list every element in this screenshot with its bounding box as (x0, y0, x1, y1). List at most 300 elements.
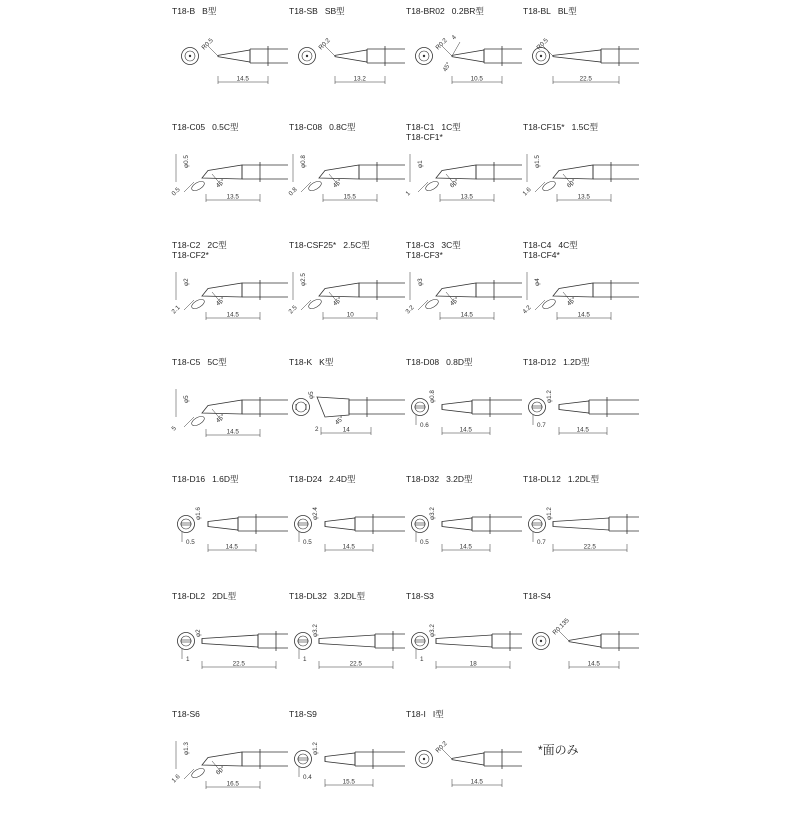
tip-type: 2DL型 (212, 591, 237, 601)
end-view (412, 516, 429, 533)
tip-model: T18-S3 (406, 591, 434, 601)
dimension-length (206, 194, 260, 203)
tip-cone (452, 753, 484, 765)
dimension-length (325, 544, 373, 553)
dimension-length (218, 76, 268, 85)
length-label: 14.5 (459, 543, 472, 551)
angle-label: 45° (333, 415, 346, 427)
length-label: 15.5 (343, 193, 356, 201)
tip-cell-t18-c1 (406, 122, 522, 232)
dimension-length (557, 312, 611, 321)
tip-model-variant: T18-CF3* (406, 250, 443, 260)
tip-type: SB型 (324, 6, 345, 16)
tip-cell-t18-dl2 (172, 591, 288, 701)
tip-cell-t18-s6 (172, 709, 288, 819)
diameter-label: φ5 (183, 395, 190, 403)
dimension-length (325, 779, 373, 788)
end-view (416, 751, 433, 768)
tip-model-variant: T18-CF4* (523, 250, 560, 260)
tip-model: T18-C2 (172, 240, 201, 250)
tip-shank (355, 749, 405, 769)
tip-drawing (289, 14, 405, 114)
angle-label: 45° (214, 178, 227, 190)
tip-type: 3C型 (441, 240, 461, 250)
edge-thickness-label: 0.5 (420, 539, 429, 546)
edge-thickness-label: 0.7 (537, 422, 546, 429)
tip-drawing (172, 14, 288, 114)
dimension-length (440, 312, 494, 321)
tip-bevel (202, 752, 242, 766)
tip-chisel (208, 518, 238, 530)
tip-model: T18-D32 (406, 474, 440, 484)
bevel-outline (202, 752, 242, 766)
tip-drawing (523, 130, 639, 230)
tip-shank (349, 397, 405, 417)
tip-type: 1.2DL型 (567, 474, 599, 484)
diameter-label: φ0.5 (183, 155, 190, 168)
chisel-outline (208, 518, 238, 530)
edge-thickness-label: 1 (186, 656, 190, 663)
end-view-dot (540, 55, 542, 57)
tip-shank (593, 162, 639, 182)
tip-cone (553, 50, 601, 62)
length-label: 14.5 (226, 428, 239, 436)
end-view-slot (181, 640, 191, 642)
length-label: 13.2 (353, 75, 366, 83)
end-view-inner-circle (181, 519, 191, 529)
chisel-outline (319, 635, 375, 647)
tip-shank (355, 514, 405, 534)
end-view-outer-circle (412, 399, 429, 416)
tip-cell-t18-sb (289, 6, 405, 116)
face-section (424, 179, 440, 192)
tip-cell-t18-bl (523, 6, 639, 116)
tip-shank (484, 749, 522, 769)
tip-type: 0.8C型 (329, 122, 356, 132)
tip-model: T18-S9 (289, 709, 317, 719)
dimension-length (321, 427, 371, 436)
tip-chisel (442, 401, 472, 413)
tip-model: T18-D16 (172, 474, 206, 484)
tip-cell-t18-c3 (406, 240, 522, 350)
dimension-length (452, 76, 502, 85)
tip-type: 1.5C型 (571, 122, 599, 132)
end-view-inner-circle (532, 519, 542, 529)
leader-line (184, 300, 194, 310)
tip-drawing (523, 365, 639, 465)
end-view-slot (532, 406, 542, 408)
length-label: 14.5 (459, 426, 472, 434)
tip-bevel (202, 283, 242, 297)
face-width-label: 3.2 (404, 304, 416, 316)
end-view-slot (415, 406, 425, 408)
end-view (295, 751, 312, 768)
diameter-label: φ2.5 (300, 273, 307, 286)
tip-cell-t18-d08 (406, 357, 522, 467)
diameter-label: φ1.5 (534, 155, 541, 168)
tip-model-variant: T18-CF2* (172, 250, 209, 260)
angle-label: 45° (448, 296, 461, 308)
tip-model: T18-I (406, 709, 426, 719)
face-width-label: 4.2 (521, 304, 533, 316)
dimension-length (553, 544, 627, 553)
tip-model: T18-C08 (289, 122, 323, 132)
radius-label: R0.2 (434, 740, 449, 755)
tip-shank (476, 280, 522, 300)
diameter-label: φ3.2 (429, 624, 436, 637)
length-label: 18 (469, 660, 477, 668)
tip-cell-t18-c4 (523, 240, 639, 350)
length-label: 14.5 (577, 311, 590, 319)
end-view-slot (298, 758, 308, 760)
end-view-dot (189, 55, 191, 57)
dimension-length (436, 661, 510, 670)
bevel-outline (436, 283, 476, 297)
angle-label: 45° (565, 296, 578, 308)
tip-cell-t18-c08 (289, 122, 405, 232)
end-view-slot (298, 640, 308, 642)
tip-chisel (202, 635, 258, 647)
tip-drawing (289, 482, 405, 582)
tip-shank (609, 514, 639, 534)
end-view-dot (423, 758, 425, 760)
face-section (424, 297, 440, 310)
tip-shank (242, 280, 288, 300)
tip-cell-t18-c05 (172, 122, 288, 232)
length-label: 10.5 (470, 75, 483, 83)
end-view-slot (532, 523, 542, 525)
tip-model: T18-DL2 (172, 591, 206, 601)
knife-blade (317, 397, 349, 417)
tip-cone (335, 50, 367, 62)
tip-drawing (406, 717, 522, 817)
tip-cell-t18-s4 (523, 591, 639, 701)
length-label: 22.5 (232, 660, 245, 668)
diameter-label: φ1 (417, 160, 424, 168)
leader-line (208, 46, 218, 56)
tip-cell-t18-d16 (172, 474, 288, 584)
end-view-inner-circle (532, 402, 542, 412)
angle-label: 45° (214, 413, 227, 425)
tip-shank (367, 46, 405, 66)
tip-drawing (406, 365, 522, 465)
tip-chisel (325, 518, 355, 530)
end-view-inner-circle (298, 519, 308, 529)
tip-drawing (406, 130, 522, 230)
angle-label: 45° (331, 178, 344, 190)
diameter-label: φ1.2 (546, 390, 553, 403)
cone-outline (218, 50, 250, 62)
end-view-inner-circle (415, 636, 425, 646)
tip-type: 3.2D型 (446, 474, 473, 484)
length-label: 16.5 (226, 780, 239, 788)
tip-cell-t18-d24 (289, 474, 405, 584)
tip-model: T18-K (289, 357, 313, 367)
dimension-length (553, 76, 619, 85)
tip-type: 3.2DL型 (333, 591, 365, 601)
blade-width-label: 2 (315, 426, 319, 433)
tip-model: T18-C1 (406, 122, 435, 132)
tip-shank (472, 514, 522, 534)
dimension-length (206, 781, 260, 790)
tip-chisel (442, 518, 472, 530)
dimension-length (569, 661, 619, 670)
tip-drawing (406, 599, 522, 699)
offset-label: 4 (450, 33, 458, 42)
tip-cell-t18-csf25 (289, 240, 405, 350)
end-view-dot (540, 640, 542, 642)
end-view (529, 399, 546, 416)
tip-drawing (289, 248, 405, 348)
length-label: 13.5 (577, 193, 590, 201)
chisel-outline (325, 753, 355, 765)
tip-cell-t18-d32 (406, 474, 522, 584)
tip-drawing (523, 14, 639, 114)
chisel-outline (553, 518, 609, 530)
face-width-label: 1 (404, 189, 412, 198)
face-width-label: 2.5 (287, 304, 299, 316)
tip-cell-t18-s3 (406, 591, 522, 701)
length-label: 14.5 (226, 311, 239, 319)
diameter-label: φ3 (417, 278, 424, 286)
chisel-outline (442, 401, 472, 413)
bevel-outline (553, 283, 593, 297)
tip-drawing (172, 599, 288, 699)
tip-chisel (319, 635, 375, 647)
dimension-length (206, 312, 260, 321)
end-view (178, 516, 195, 533)
tip-model: T18-C05 (172, 122, 206, 132)
end-view (416, 48, 433, 65)
tip-cell-t18-i (406, 709, 522, 819)
face-section (541, 297, 557, 310)
angle-label: 60° (214, 765, 227, 777)
tip-cone (452, 50, 484, 62)
tip-drawing (289, 717, 405, 817)
tip-model: T18-C3 (406, 240, 435, 250)
tip-type: 1.6D型 (212, 474, 239, 484)
dimension-length (440, 194, 494, 203)
tip-model: T18-SB (289, 6, 318, 16)
bevel-outline (202, 400, 242, 414)
dimension-length (208, 544, 256, 553)
tip-shank (601, 631, 639, 651)
tip-cell-t18-d12 (523, 357, 639, 467)
dimension-length (323, 312, 377, 321)
tip-model: T18-DL32 (289, 591, 327, 601)
tip-drawing (406, 14, 522, 114)
tip-shank (242, 397, 288, 417)
end-view-inner-circle (415, 519, 425, 529)
face-section (190, 766, 206, 779)
tip-bevel (436, 283, 476, 297)
edge-thickness-label: 1 (303, 656, 307, 663)
tip-model: T18-CF15* (523, 122, 565, 132)
tip-drawing (172, 717, 288, 817)
tip-cell-t18-dl12 (523, 474, 639, 584)
cone-outline (569, 635, 601, 647)
length-label: 14.5 (576, 426, 589, 434)
diameter-label: φ4 (534, 278, 541, 286)
tip-chisel (553, 518, 609, 530)
leader-line (535, 182, 545, 192)
tip-cell-t18-cf15 (523, 122, 639, 232)
tip-bevel (553, 165, 593, 179)
tip-shank (242, 162, 288, 182)
dimension-length (206, 429, 260, 438)
tip-model: T18-B (172, 6, 196, 16)
tip-type: 5C型 (207, 357, 227, 367)
radius-label: R0.135 (551, 617, 571, 637)
end-view-outer-circle (178, 633, 195, 650)
dimension-length (442, 544, 490, 553)
end-view (412, 399, 429, 416)
cone-outline (335, 50, 367, 62)
diameter-label: φ1.2 (312, 742, 319, 755)
end-view-inner-circle (415, 402, 425, 412)
dimension-length (202, 661, 276, 670)
tip-drawing (523, 248, 639, 348)
length-label: 10 (346, 311, 354, 319)
face-width-label: 5 (170, 424, 178, 433)
leader-line (559, 631, 569, 641)
end-view (529, 516, 546, 533)
end-view-inner-circle (298, 754, 308, 764)
tip-model: T18-BR02 (406, 6, 445, 16)
length-label: 14.5 (587, 660, 600, 668)
length-label: 15.5 (342, 778, 355, 786)
edge-thickness-label: 0.5 (186, 539, 195, 546)
tip-chisel (436, 635, 492, 647)
diameter-label: φ5 (308, 391, 315, 399)
dimension-length (557, 194, 611, 203)
dimension-length (319, 661, 393, 670)
tip-drawing (523, 482, 639, 582)
tip-shank (601, 46, 639, 66)
tip-drawing (172, 248, 288, 348)
leader-line (442, 46, 452, 56)
end-view-slot (415, 640, 425, 642)
edge-thickness-label: 1 (420, 656, 424, 663)
footnote: *面のみ (538, 743, 579, 757)
tip-drawing (523, 599, 639, 699)
radius-label: R0.5 (535, 37, 550, 52)
end-view-slot (415, 523, 425, 525)
end-view (293, 399, 310, 416)
leader-line (418, 300, 428, 310)
end-view-inner-circle (181, 636, 191, 646)
tip-shank (589, 397, 639, 417)
angle-label: 45° (214, 296, 227, 308)
end-view-inner-circle (296, 402, 306, 412)
face-width-label: 0.5 (170, 186, 182, 198)
tip-type: K型 (319, 357, 334, 367)
length-label: 14.5 (460, 311, 473, 319)
length-label: 14.5 (470, 778, 483, 786)
length-label: 14 (342, 426, 350, 434)
tip-model: T18-D12 (523, 357, 557, 367)
face-section (307, 297, 323, 310)
bevel-outline (202, 283, 242, 297)
chisel-outline (442, 518, 472, 530)
face-section (190, 297, 206, 310)
radius-label: R0.2 (317, 37, 332, 52)
leader-line (442, 749, 452, 759)
end-view-outer-circle (412, 633, 429, 650)
angle-label: 60° (565, 178, 578, 190)
end-view-slot (298, 523, 308, 525)
end-view-outer-circle (178, 516, 195, 533)
end-view (295, 633, 312, 650)
radius-label: R0.5 (200, 37, 215, 52)
diameter-label: φ2 (195, 629, 202, 637)
end-view (412, 633, 429, 650)
tip-bevel (553, 283, 593, 297)
tip-drawing (289, 365, 405, 465)
tip-model: T18-CSF25* (289, 240, 337, 250)
chisel-outline (559, 401, 589, 413)
tip-shank (258, 631, 288, 651)
bevel-outline (202, 165, 242, 179)
tip-model: T18-D24 (289, 474, 323, 484)
face-width-label: 2.1 (170, 304, 182, 316)
tip-bevel (202, 165, 242, 179)
face-section (190, 179, 206, 192)
tip-shank (472, 397, 522, 417)
tip-model: T18-C5 (172, 357, 201, 367)
tip-drawing (289, 599, 405, 699)
cone-outline (553, 50, 601, 62)
dimension-length (452, 779, 502, 788)
tip-cell-t18-c5 (172, 357, 288, 467)
tip-model: T18-C4 (523, 240, 552, 250)
tip-type: 0.2BR型 (451, 6, 484, 16)
tip-drawing (406, 248, 522, 348)
cone-outline (452, 50, 484, 62)
face-width-label: 0.8 (287, 186, 299, 198)
tip-cell-t18-b (172, 6, 288, 116)
tip-model: T18-DL12 (523, 474, 561, 484)
edge-thickness-label: 0.4 (303, 774, 312, 781)
tip-shank (238, 514, 288, 534)
edge-thickness-label: 0.5 (303, 539, 312, 546)
face-section (541, 179, 557, 192)
angle-label: 45° (441, 61, 453, 73)
tip-drawing (172, 130, 288, 230)
radius-label: R0.2 (434, 37, 449, 52)
diameter-label: φ3.2 (429, 507, 436, 520)
diameter-label: φ0.8 (300, 155, 307, 168)
tip-shank (250, 46, 288, 66)
tip-model: T18-S6 (172, 709, 200, 719)
dimension-length (335, 76, 385, 85)
end-view-outer-circle (293, 399, 310, 416)
diameter-label: φ3.2 (312, 624, 319, 637)
face-section (190, 414, 206, 427)
cone-outline (452, 753, 484, 765)
tip-drawing (289, 130, 405, 230)
length-label: 14.5 (236, 75, 249, 83)
length-label: 13.5 (226, 193, 239, 201)
tip-shank (492, 631, 522, 651)
tip-type: 1C型 (441, 122, 461, 132)
end-view-slot (181, 523, 191, 525)
leader-line (418, 182, 428, 192)
tip-chisel (559, 401, 589, 413)
bevel-outline (319, 283, 359, 297)
end-view (295, 516, 312, 533)
leader-line (325, 46, 335, 56)
